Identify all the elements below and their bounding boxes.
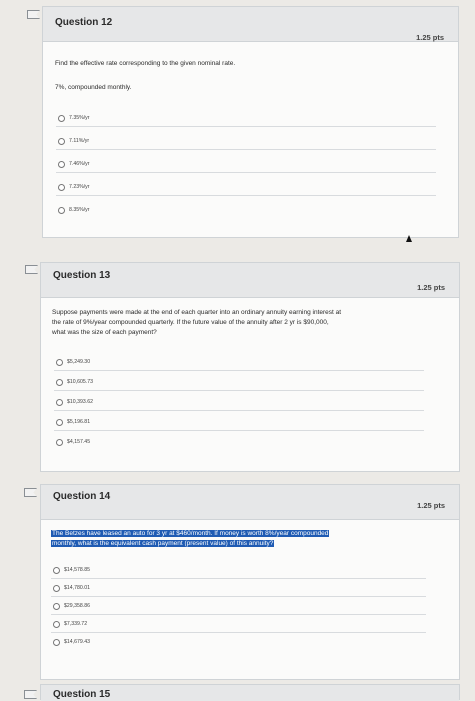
answer-label: $5,249.30 — [67, 359, 91, 365]
answer-label: $14,780.01 — [64, 585, 90, 591]
answer-label: 7.35%/yr — [69, 115, 90, 121]
question-12-points: 1.25 pts — [416, 33, 444, 42]
answer-label: $10,605.73 — [67, 379, 93, 385]
answer-label: 7.46%/yr — [69, 161, 90, 167]
question-15-card — [40, 684, 460, 700]
question-12-title: Question 12 — [55, 17, 113, 28]
radio-button[interactable] — [53, 567, 60, 574]
answer-label: 7.11%/yr — [69, 138, 90, 144]
question-12-subprompt: 7%, compounded monthly. — [55, 84, 132, 91]
radio-button[interactable] — [58, 161, 65, 168]
flag-question-13-icon[interactable] — [25, 265, 38, 274]
answer-option[interactable] — [54, 375, 424, 391]
question-15-header — [41, 685, 459, 701]
answer-option[interactable] — [56, 203, 436, 219]
answer-label: $14,679.43 — [64, 639, 90, 645]
answer-label: $4,157.45 — [67, 439, 91, 445]
radio-button[interactable] — [56, 419, 63, 426]
answer-option[interactable] — [54, 415, 424, 431]
question-13-points: 1.25 pts — [417, 283, 445, 292]
flag-question-15-icon[interactable] — [24, 690, 37, 699]
answer-option[interactable] — [54, 435, 424, 451]
question-13-prompt-line-1: Suppose payments were made at the end of each quarter into an ordinary annuity earning interest at — [52, 309, 342, 316]
answer-option[interactable] — [54, 355, 424, 371]
answer-label: $14,578.85 — [64, 567, 90, 573]
question-12-prompt: Find the effective rate corresponding to the given nominal rate. — [55, 60, 236, 67]
radio-button[interactable] — [58, 184, 65, 191]
answer-label: $10,393.62 — [67, 399, 93, 405]
question-13-prompt-line-2: the rate of 9%/year compounded quarterly. If the future value of the annuity after 2 yr is $90,000, — [52, 319, 329, 326]
question-14-prompt-line-2 — [51, 539, 274, 549]
question-14-points: 1.25 pts — [417, 501, 445, 510]
radio-button[interactable] — [58, 115, 65, 122]
answer-option[interactable] — [56, 111, 436, 127]
highlighted-text: monthly, what is the equivalent cash payment (present value) of this annuity? — [52, 540, 274, 547]
radio-button[interactable] — [58, 207, 65, 214]
answer-option[interactable] — [56, 134, 436, 150]
flag-question-12-icon[interactable] — [27, 10, 40, 19]
answer-option[interactable] — [56, 157, 436, 173]
radio-button[interactable] — [56, 359, 63, 366]
answer-label: 8.35%/yr — [69, 207, 90, 213]
question-13-prompt-line-3: what was the size of each payment? — [52, 329, 157, 336]
question-14-header — [41, 485, 459, 520]
question-15-title: Question 15 — [53, 689, 111, 700]
answer-option[interactable] — [51, 617, 426, 633]
question-14-prompt-line-1 — [51, 529, 329, 539]
radio-button[interactable] — [53, 621, 60, 628]
question-14-card — [40, 484, 460, 680]
radio-button[interactable] — [53, 603, 60, 610]
answer-option[interactable] — [54, 395, 424, 411]
question-13-card — [40, 262, 460, 472]
answer-label: $29,358.86 — [64, 603, 90, 609]
question-14-title: Question 14 — [53, 491, 111, 502]
answer-option[interactable] — [51, 563, 426, 579]
flag-question-14-icon[interactable] — [24, 488, 37, 497]
answer-option[interactable] — [51, 581, 426, 597]
answer-option[interactable] — [56, 180, 436, 196]
question-12-card — [42, 6, 459, 238]
question-13-title: Question 13 — [53, 270, 111, 281]
radio-button[interactable] — [53, 639, 60, 646]
radio-button[interactable] — [56, 399, 63, 406]
radio-button[interactable] — [53, 585, 60, 592]
highlighted-text: The Betzes have leased an auto for 3 yr at $460/month. If money is worth 8%/year compounded — [52, 530, 329, 537]
answer-label: 7.23%/yr — [69, 184, 90, 190]
radio-button[interactable] — [56, 439, 63, 446]
answer-option[interactable] — [51, 599, 426, 615]
question-12-header — [43, 7, 458, 42]
answer-label: $7,339.72 — [64, 621, 88, 627]
mouse-cursor-icon — [406, 235, 412, 242]
radio-button[interactable] — [56, 379, 63, 386]
answer-option[interactable] — [51, 635, 426, 651]
radio-button[interactable] — [58, 138, 65, 145]
answer-label: $5,196.81 — [67, 419, 91, 425]
question-13-header — [41, 263, 459, 298]
